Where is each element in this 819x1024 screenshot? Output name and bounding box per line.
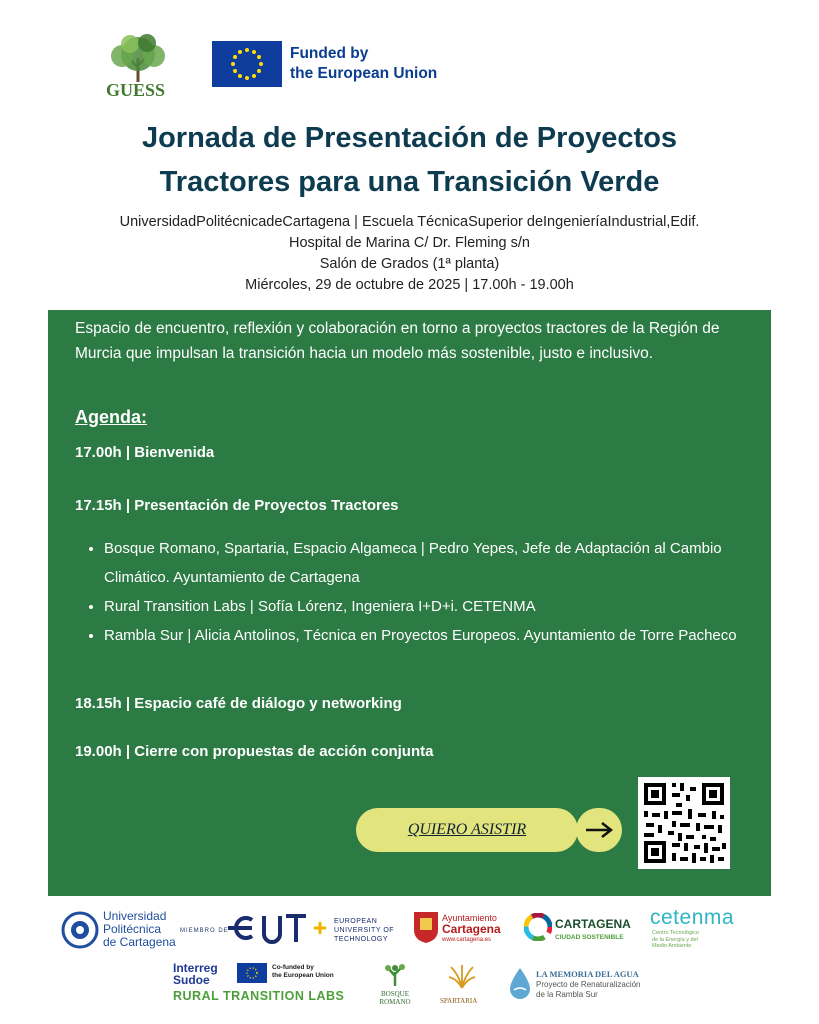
list-item: • Rambla Sur | Alicia Antolinos, Técnica en Proyectos Europeos. Ayuntamiento de Torre Pacheco [104, 621, 784, 650]
page-title [0, 116, 819, 204]
memoria-del-agua-text: LA MEMORIA DEL AGUA [536, 969, 639, 979]
ayto-line3: www.cartagena.es [442, 937, 492, 943]
cetenma-sub-line1: Centro Tecnológico [652, 930, 699, 936]
guess-logo-text: GUESS [106, 80, 166, 100]
agenda-item-presentation: 17.15h | Presentación de Proyectos Tractores [75, 497, 399, 514]
agenda-item-closing: 19.00h | Cierre con propuestas de acción conjunta [75, 743, 434, 760]
bosque-line1: BOSQUE [380, 990, 409, 998]
guess-logo [100, 30, 176, 102]
bosque-romano-icon [380, 962, 410, 988]
bosque-romano-text [376, 990, 414, 1006]
funded-line1: Funded by [290, 45, 369, 62]
miembro-text: MIEMBRO DE [180, 928, 229, 934]
title-line2: Tractores para una Transición Verde [159, 166, 660, 198]
eu-flag-icon [212, 41, 282, 87]
rural-transition-labs-text: RURAL TRANSITION LABS [173, 989, 345, 1003]
cofunded-line1: Co-funded by [272, 964, 314, 971]
qr-code[interactable] [638, 777, 730, 869]
presentation-list [76, 534, 784, 650]
funded-line2: the European Union [290, 65, 438, 82]
cetenma-logo: cetenma [650, 906, 735, 929]
cetenma-sub-line3: Medio Ambiente [652, 943, 692, 949]
intro-text: Espacio de encuentro, reflexión y colaboración en torno a proyectos tractores de la Región de Murcia que impulsan la transición hacia un modelo más sostenible, justo e inclusivo. [75, 320, 720, 362]
cartagena-sost-line2: CIUDAD SOSTENIBLE [555, 934, 624, 941]
eut-line2: UNIVERSITY OF [334, 927, 395, 934]
venue-info [0, 212, 819, 296]
interreg-line2: Sudoe [173, 973, 210, 987]
memoria-sub-line1: Proyecto de Renaturalización [536, 980, 641, 989]
agenda-panel [48, 310, 771, 896]
cofunded-text [272, 964, 334, 980]
arrow-right-icon[interactable] [576, 808, 622, 852]
memoria-sub-line2: de la Rambla Sur [536, 990, 598, 999]
interreg-line1: Interreg [173, 961, 218, 975]
ayuntamiento-text [442, 913, 501, 945]
spartaria-icon [447, 963, 477, 989]
bosque-line2: ROMANO [379, 998, 411, 1006]
venue-line3: Salón de Grados (1ª planta) [319, 256, 500, 272]
sdg-wheel-icon [524, 913, 552, 941]
upct-logo-text [103, 910, 176, 949]
agenda-heading: Agenda: [75, 407, 147, 427]
funded-by-eu-text [290, 44, 437, 84]
ayto-line2: Cartagena [442, 922, 501, 936]
upct-line3: de Cartagena [103, 935, 176, 949]
eut-logo [224, 910, 328, 946]
eut-line3: TECHNOLOGY [334, 936, 389, 943]
eut-text [334, 917, 394, 944]
cartagena-sostenible-text [555, 918, 631, 944]
upct-line1: Universidad [103, 909, 167, 923]
agenda-item-welcome: 17.00h | Bienvenida [75, 444, 215, 461]
title-line1: Jornada de Presentación de Proyectos [141, 122, 678, 154]
ayto-line1: Ayuntamiento [442, 913, 497, 923]
agenda-item-networking: 18.15h | Espacio café de diálogo y networking [75, 695, 402, 712]
interreg-text [173, 962, 218, 986]
cetenma-subtext [652, 930, 699, 950]
list-item: • Rural Transition Labs | Sofía Lórenz, Ingeniera I+D+i. CETENMA [104, 592, 784, 621]
venue-line1: UniversidadPolitécnicadeCartagena | Escuela TécnicaSuperior deIngenieríaIndustrial,Edif. [119, 214, 700, 230]
venue-line4: Miércoles, 29 de octubre de 2025 | 17.00h - 19.00h [245, 277, 574, 293]
memoria-subtext [536, 980, 641, 1000]
list-item: • Bosque Romano, Spartaria, Espacio Algameca | Pedro Yepes, Jefe de Adaptación al Cambio Climático. Ayuntamiento de Cartagena [104, 534, 784, 592]
ayuntamiento-shield-icon [412, 910, 440, 944]
cofunded-line2: the European Union [272, 972, 334, 979]
water-drop-icon [508, 966, 532, 1000]
spartaria-text: SPARTARIA [440, 997, 478, 1005]
cetenma-sub-line2: de la Energía y del [652, 936, 698, 943]
upct-line2: Politécnica [103, 922, 162, 936]
eut-line1: EUROPEAN [334, 918, 378, 925]
venue-line2: Hospital de Marina C/ Dr. Fleming s/n [289, 235, 530, 251]
upct-logo-icon [60, 910, 100, 950]
quiero-asistir-button[interactable]: QUIERO ASISTIR [356, 808, 578, 852]
cartagena-sost-line1: CARTAGENA [555, 917, 631, 931]
eu-flag-small-icon [237, 963, 267, 983]
